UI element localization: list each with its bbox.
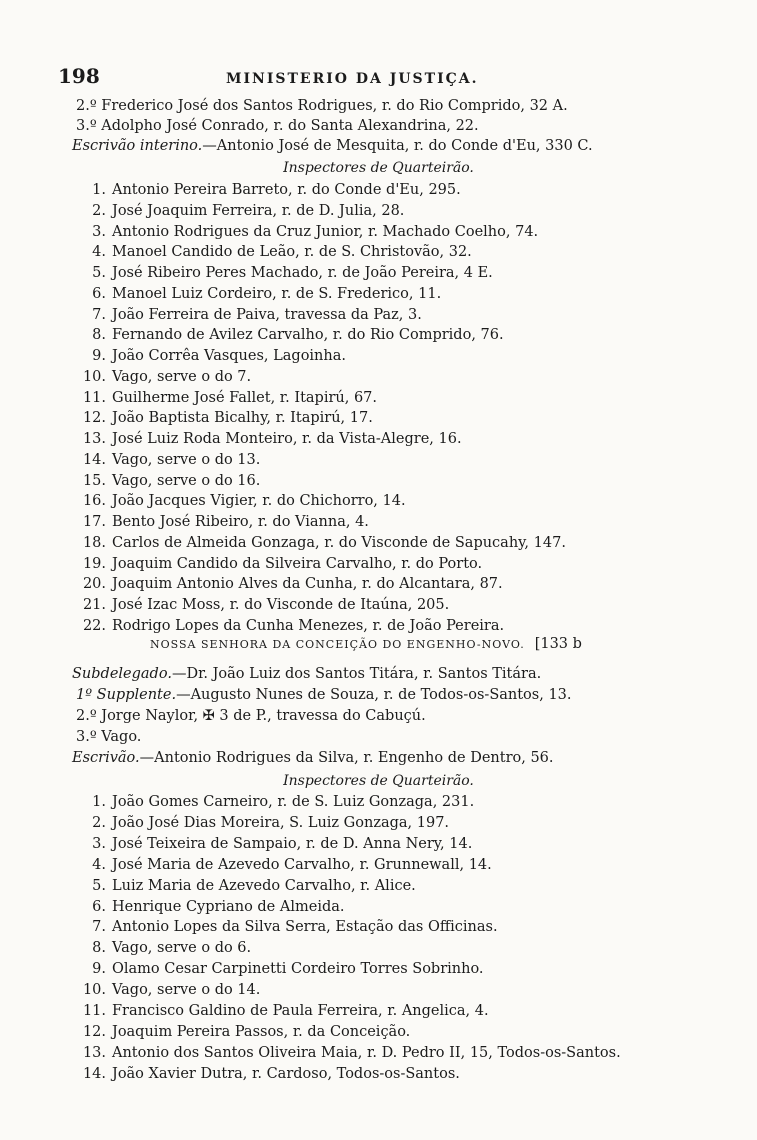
- list-item: [76, 959, 736, 979]
- item-number: 21.: [82, 597, 106, 613]
- official-line: [76, 685, 736, 705]
- item-text: Henrique Cypriano de Almeida.: [112, 898, 345, 915]
- official-rank: 3.º: [76, 118, 97, 134]
- official-entry: —Antonio Rodrigues da Silva, r. Engenho de Dentro, 56.: [139, 750, 554, 766]
- official-rank: Escrivão.: [72, 750, 140, 766]
- item-text: Bento José Ribeiro, r. do Vianna, 4.: [112, 514, 369, 530]
- item-text: João Ferreira de Paiva, travessa da Paz, 3.: [112, 306, 422, 323]
- list-item: [76, 938, 736, 958]
- item-text: Olamo Cesar Carpinetti Cordeiro Torres Sobrinho.: [112, 961, 484, 978]
- list-item: [76, 325, 736, 345]
- item-number: 4.: [92, 244, 106, 261]
- official-line: [72, 748, 732, 768]
- list-item: [76, 980, 736, 1000]
- item-text: Vago, serve o do 7.: [112, 368, 252, 385]
- item-number: 10.: [82, 368, 106, 385]
- list-item: [76, 222, 736, 242]
- official-entry: Jorge Naylor, ✠ 3 de P., travessa do Cabuçú.: [101, 708, 426, 724]
- official-entry: Vago.: [101, 729, 142, 745]
- list-item: [76, 813, 736, 833]
- list-item: [76, 533, 736, 553]
- official-line: [76, 706, 736, 726]
- item-number: 16.: [82, 493, 106, 510]
- item-number: 4.: [92, 856, 106, 873]
- item-number: 13.: [82, 1044, 106, 1061]
- item-number: 13.: [82, 431, 106, 447]
- list-item: [76, 284, 736, 304]
- list-item: [76, 201, 736, 221]
- list-item: [76, 512, 736, 532]
- item-number: 1.: [92, 182, 106, 198]
- item-number: 9.: [92, 348, 106, 364]
- official-line: [76, 727, 736, 747]
- item-number: 3.: [92, 835, 106, 852]
- item-number: 15.: [82, 472, 106, 489]
- list-item: [76, 242, 736, 262]
- item-number: 3.: [92, 223, 106, 240]
- item-text: João Gomes Carneiro, r. de S. Luiz Gonzaga, 231.: [112, 794, 475, 810]
- item-text: Francisco Galdino de Paula Ferreira, r. Angelica, 4.: [112, 1003, 489, 1019]
- item-number: 1.: [92, 794, 106, 810]
- list-item: [76, 855, 736, 875]
- official-rank: 1º Supplente.: [76, 687, 177, 703]
- item-text: Antonio dos Santos Oliveira Maia, r. D. Pedro II, 15, Todos-os-Santos.: [112, 1044, 621, 1061]
- list-item: [76, 429, 736, 449]
- item-text: Vago, serve o do 16.: [112, 472, 261, 489]
- item-text: Antonio Pereira Barreto, r. do Conde d'Eu, 295.: [112, 182, 461, 198]
- item-number: 20.: [82, 576, 106, 593]
- item-number: 17.: [82, 514, 106, 530]
- item-number: 11.: [82, 1003, 106, 1019]
- list-item: [76, 876, 736, 896]
- list-item: [76, 1022, 736, 1042]
- item-number: 12.: [82, 410, 106, 427]
- official-rank: Subdelegado.: [72, 666, 172, 682]
- list-item: [76, 554, 736, 574]
- list-item: [76, 1064, 736, 1084]
- item-number: 19.: [82, 555, 106, 572]
- list-item: [76, 792, 736, 812]
- item-number: 8.: [92, 327, 106, 344]
- list-item: [76, 1001, 736, 1021]
- official-entry: —Antonio José de Mesquita, r. do Conde d'Eu, 330 C.: [202, 138, 593, 154]
- item-number: 10.: [82, 982, 106, 999]
- item-text: João Baptista Bicalhy, r. Itapirú, 17.: [112, 410, 373, 427]
- item-number: 7.: [92, 306, 106, 323]
- item-text: José Teixeira de Sampaio, r. de D. Anna Nery, 14.: [112, 835, 473, 852]
- list-item: [76, 616, 736, 636]
- official-rank: 3.º: [76, 729, 97, 745]
- item-number: 5.: [92, 877, 106, 894]
- item-number: 5.: [92, 265, 106, 281]
- list-item: [76, 408, 736, 428]
- item-text: João Jacques Vigier, r. do Chichorro, 14.: [112, 493, 406, 510]
- list-item: [76, 305, 736, 325]
- item-text: Fernando de Avilez Carvalho, r. do Rio Comprido, 76.: [112, 327, 504, 344]
- official-line: [72, 136, 732, 156]
- item-text: José Maria de Azevedo Carvalho, r. Grunnewall, 14.: [112, 856, 492, 873]
- running-title: MINISTERIO DA JUSTIÇA.: [226, 71, 479, 87]
- list-item: [76, 367, 736, 387]
- list-item: [76, 491, 736, 511]
- item-text: Joaquim Candido da Silveira Carvalho, r. do Porto.: [112, 555, 483, 572]
- list-item: [76, 450, 736, 470]
- item-number: 7.: [92, 919, 106, 936]
- item-number: 14.: [82, 451, 106, 468]
- item-number: 2.: [92, 202, 106, 219]
- item-text: João José Dias Moreira, S. Luiz Gonzaga, 197.: [112, 814, 450, 831]
- item-text: Vago, serve o do 14.: [112, 982, 261, 999]
- item-text: Luiz Maria de Azevedo Carvalho, r. Alice.: [112, 877, 416, 894]
- item-text: José Ribeiro Peres Machado, r. de João Pereira, 4 E.: [112, 265, 493, 281]
- item-number: 6.: [92, 898, 106, 915]
- official-rank: 2.º: [76, 708, 97, 724]
- item-number: 14.: [82, 1065, 106, 1082]
- item-number: 2.: [92, 814, 106, 831]
- parish-title: [150, 634, 710, 655]
- item-text: João Xavier Dutra, r. Cardoso, Todos-os-Santos.: [112, 1065, 460, 1082]
- official-line: [72, 664, 732, 684]
- official-entry: Frederico José dos Santos Rodrigues, r. do Rio Comprido, 32 A.: [101, 98, 568, 114]
- item-text: Vago, serve o do 6.: [112, 940, 252, 957]
- list-item: [76, 834, 736, 854]
- list-item: [76, 471, 736, 491]
- page-header: [58, 64, 698, 90]
- item-text: Joaquim Pereira Passos, r. da Conceição.: [112, 1023, 411, 1040]
- item-text: Manoel Luiz Cordeiro, r. de S. Frederico, 11.: [112, 285, 442, 302]
- list-item: [76, 917, 736, 937]
- official-entry: Adolpho José Conrado, r. do Santa Alexandrina, 22.: [101, 118, 479, 134]
- item-number: 6.: [92, 285, 106, 302]
- item-number: 18.: [82, 534, 106, 551]
- parish-name: NOSSA SENHORA DA CONCEIÇÃO DO ENGENHO-NOVO.: [150, 638, 525, 651]
- official-line: [76, 116, 736, 136]
- item-text: João Corrêa Vasques, Lagoinha.: [112, 348, 346, 364]
- item-text: José Izac Moss, r. do Visconde de Itaúna, 205.: [112, 597, 450, 613]
- list-item: [76, 595, 736, 615]
- item-text: Antonio Lopes da Silva Serra, Estação das Officinas.: [112, 919, 498, 936]
- item-text: José Luiz Roda Monteiro, r. da Vista-Alegre, 16.: [112, 431, 462, 447]
- list-item: [76, 897, 736, 917]
- official-entry: —Augusto Nunes de Souza, r. de Todos-os-Santos, 13.: [176, 687, 572, 703]
- official-rank: 2.º: [76, 98, 97, 114]
- item-text: Rodrigo Lopes da Cunha Menezes, r. de João Pereira.: [112, 617, 505, 634]
- list-item: [76, 346, 736, 366]
- item-text: Joaquim Antonio Alves da Cunha, r. do Alcantara, 87.: [112, 576, 503, 593]
- item-number: 22.: [82, 617, 106, 634]
- item-text: Guilherme José Fallet, r. Itapirú, 67.: [112, 389, 378, 406]
- section-heading: Inspectores de Quarteirão.: [283, 773, 474, 789]
- item-number: 8.: [92, 940, 106, 957]
- item-text: Antonio Rodrigues da Cruz Junior, r. Machado Coelho, 74.: [112, 223, 539, 240]
- list-item: [76, 1043, 736, 1063]
- official-entry: —Dr. João Luiz dos Santos Titára, r. Santos Titára.: [171, 666, 542, 682]
- item-text: Manoel Candido de Leão, r. de S. Christovão, 32.: [112, 244, 472, 261]
- parish-reference: [133 b: [534, 636, 582, 652]
- list-item: [76, 180, 736, 200]
- list-item: [76, 574, 736, 594]
- section-heading: Inspectores de Quarteirão.: [283, 160, 474, 176]
- page-number: 198: [58, 64, 100, 88]
- item-number: 11.: [82, 389, 106, 406]
- list-item: [76, 388, 736, 408]
- item-number: 9.: [92, 961, 106, 978]
- official-rank: Escrivão interino.: [72, 138, 203, 154]
- item-text: Vago, serve o do 13.: [112, 451, 261, 468]
- list-item: [76, 263, 736, 283]
- item-number: 12.: [82, 1023, 106, 1040]
- item-text: José Joaquim Ferreira, r. de D. Julia, 28.: [112, 202, 405, 219]
- official-line: [76, 96, 736, 116]
- item-text: Carlos de Almeida Gonzaga, r. do Visconde de Sapucahy, 147.: [112, 534, 566, 551]
